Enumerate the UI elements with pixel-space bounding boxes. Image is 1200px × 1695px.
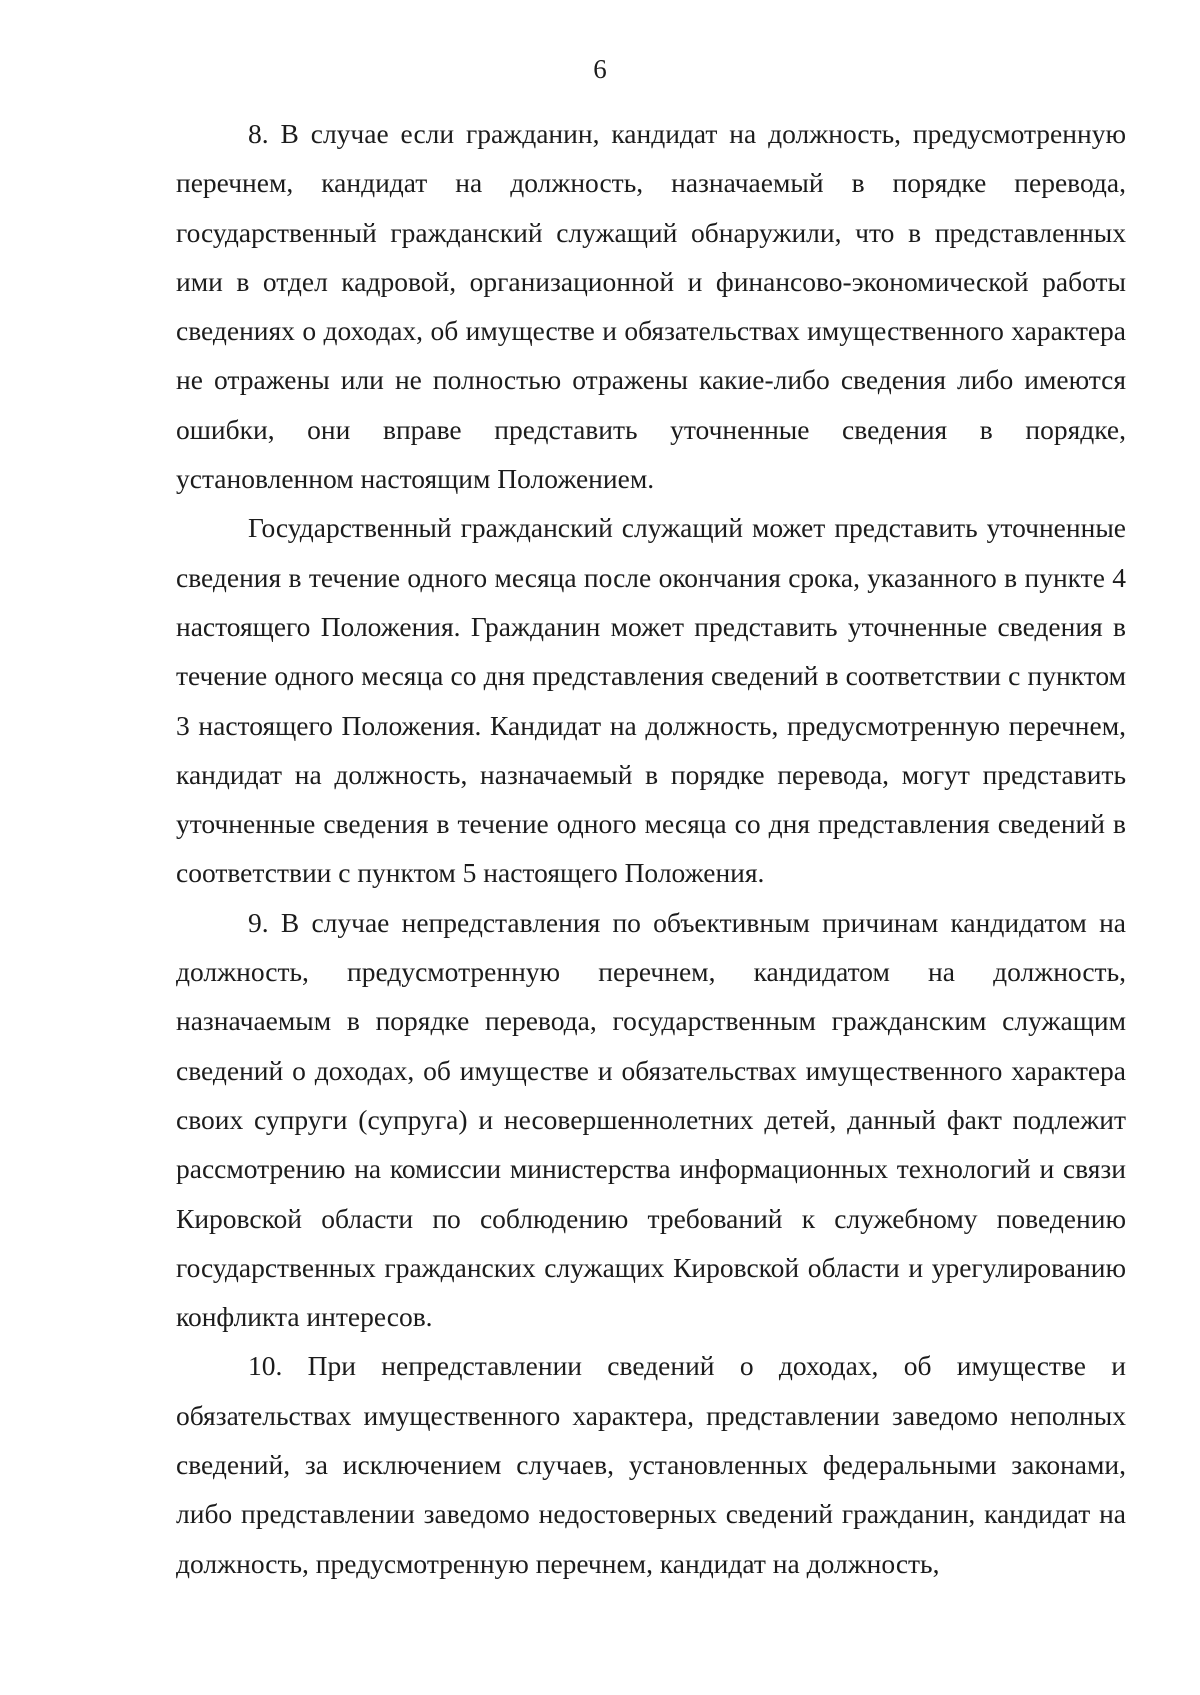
paragraph-9: 9. В случае непредставления по объективным причинам кандидатом на должность, предусмотренную перечнем, кандидатом на должность, назначаемым в порядке перевода, государственным гражданским служащим сведений о доходах, об имуществе и обязательствах имущественного характера своих супруги (супруга) и несовершеннолетних детей, данный факт подлежит рассмотрению на комиссии министерства информационных технологий и связи Кировской области по соблюдению требований к служебному поведению государственных гражданских служащих Кировской области и урегулированию конфликта интересов. — [176, 906, 1126, 1333]
paragraph-10: 10. При непредставлении сведений о доходах, об имуществе и обязательствах имущественного характера, представлении заведомо неполных сведений, за исключением случаев, установленных федеральными законами, либо представлении заведомо недостоверных сведений гражданин, кандидат на должность, предусмотренную перечнем, кандидат на должность, — [176, 1350, 1126, 1579]
paragraph-8: 8. В случае если гражданин, кандидат на должность, предусмотренную перечнем, кандидат на должность, назначаемый в порядке перевода, государственный гражданский служащий обнаружили, что в представленных ими в отдел кадровой, организационной и финансово-экономической работы сведениях о доходах, об имуществе и обязательствах имущественного характера не отражены или не полностью отражены какие-либо сведения либо имеются ошибки, они вправе представить уточненные сведения в порядке, установленном настоящим Положением. — [176, 118, 1126, 495]
paragraph-8-continued: Государственный гражданский служащий может представить уточненные сведения в течение одного месяца после окончания срока, указанного в пункте 4 настоящего Положения. Гражданин может представить уточненные сведения в течение одного месяца со дня представления сведений в соответствии с пунктом 3 настоящего Положения. Кандидат на должность, предусмотренную перечнем, кандидат на должность, назначаемый в порядке перевода, могут представить уточненные сведения в течение одного месяца со дня представления сведений в соответствии с пунктом 5 настоящего Положения. — [176, 512, 1126, 889]
document-body — [176, 109, 1126, 1588]
page-number: 6 — [593, 54, 607, 84]
